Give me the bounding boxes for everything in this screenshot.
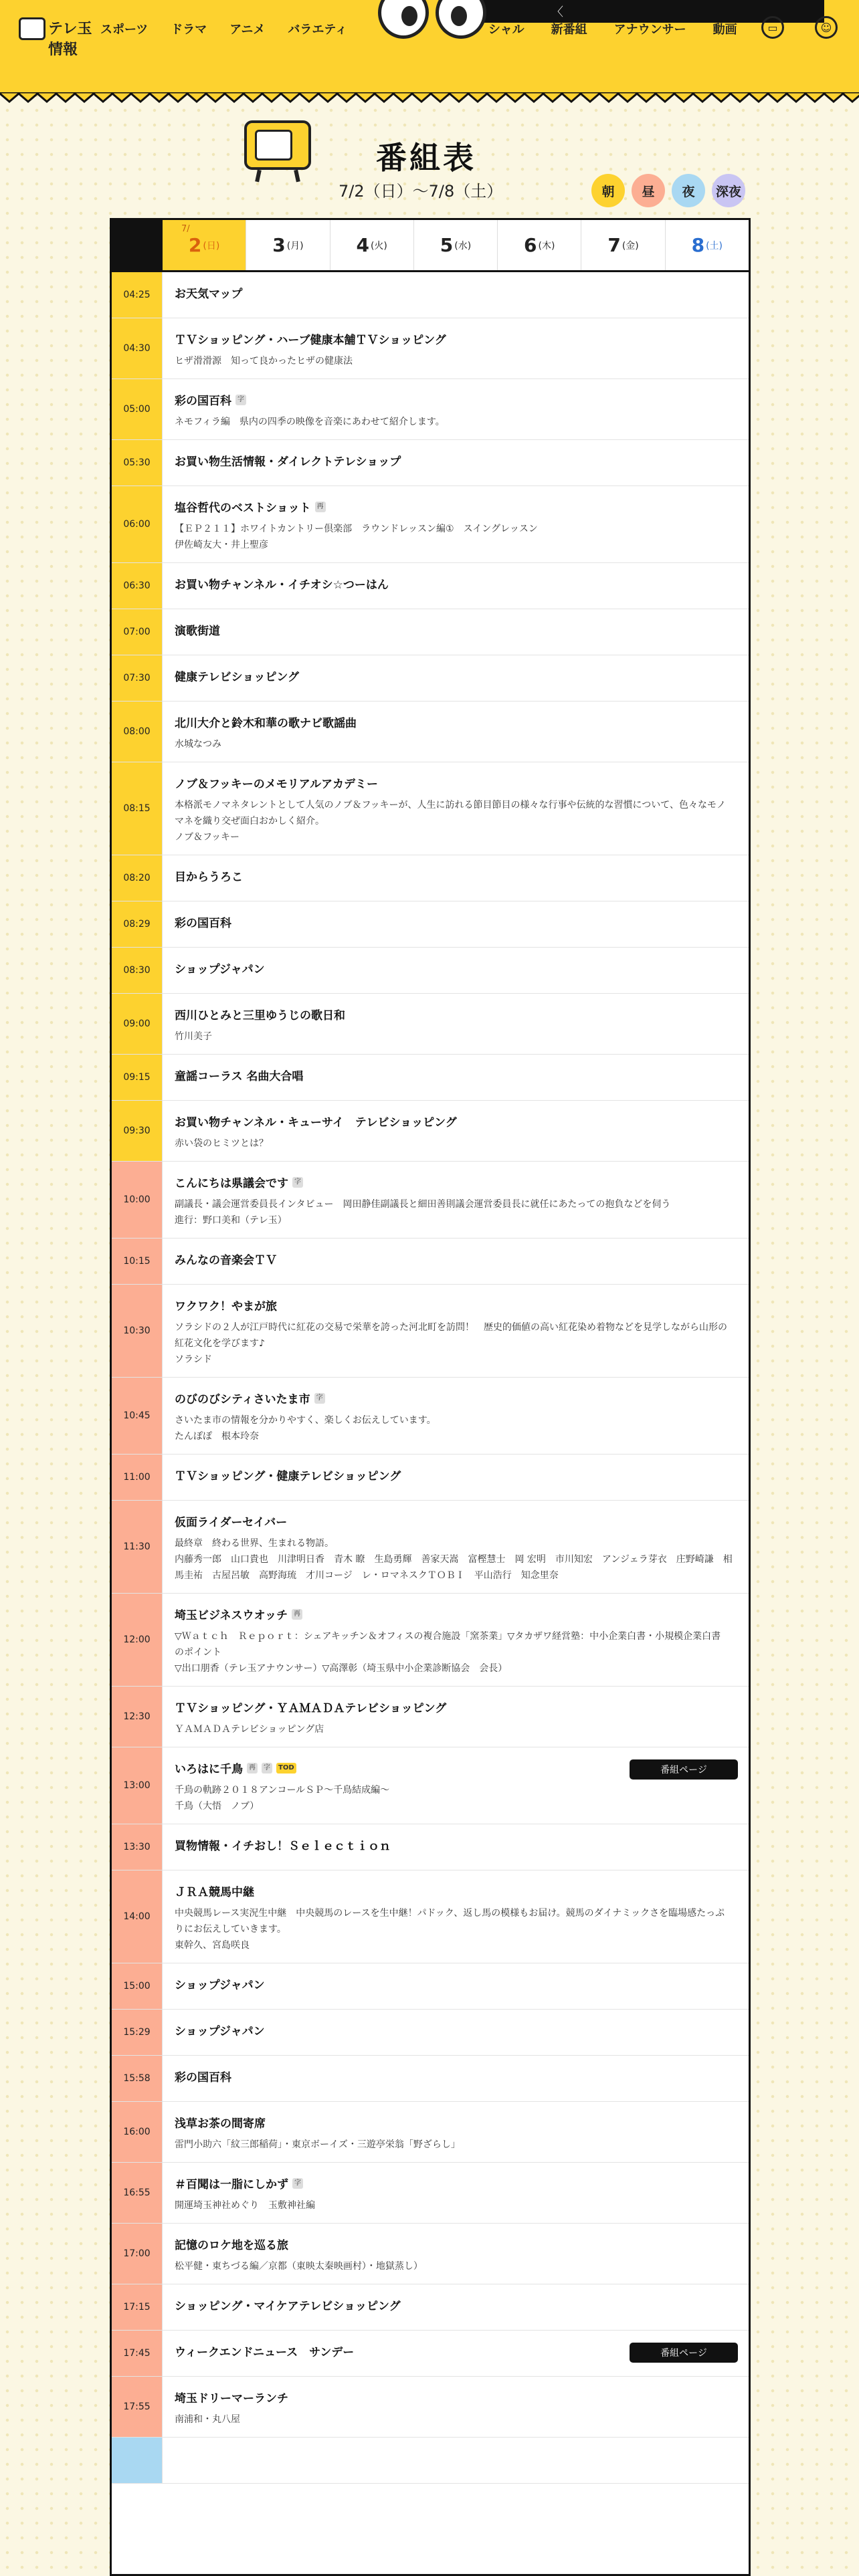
- program-title-line: [175, 453, 737, 471]
- program-row[interactable]: [112, 762, 749, 855]
- program-info: [163, 2438, 749, 2483]
- program-row[interactable]: [112, 2102, 749, 2163]
- nav-item-announcer[interactable]: アナウンサー: [613, 23, 686, 37]
- time-late-night-button[interactable]: 深夜: [712, 174, 745, 207]
- day-tab[interactable]: [414, 220, 498, 270]
- program-time: 16:00: [112, 2102, 163, 2162]
- program-cast: ノブ＆フッキー: [175, 832, 240, 843]
- program-title-line: [175, 2298, 737, 2315]
- program-title[interactable]: 記憶のロケ地を巡る旅: [175, 2239, 288, 2252]
- nav-item-special[interactable]: シャル: [488, 23, 524, 37]
- program-time: 09:15: [112, 1055, 163, 1100]
- program-title[interactable]: ＃百聞は一脂にしかず: [175, 2178, 288, 2191]
- program-cast: 水城なつみ: [175, 739, 221, 750]
- program-time: 08:15: [112, 762, 163, 855]
- program-info: [163, 1687, 749, 1747]
- secondary-nav: [488, 20, 764, 37]
- program-badge: 字: [292, 1177, 303, 1188]
- program-row[interactable]: [112, 563, 749, 609]
- logo-text: テレ玉情報: [48, 21, 92, 58]
- program-row[interactable]: [112, 1055, 749, 1101]
- time-day-button[interactable]: 昼: [632, 174, 665, 207]
- nav-item-drama[interactable]: ドラマ: [171, 23, 207, 37]
- program-title[interactable]: 埼玉ビジネスウオッチ: [175, 1609, 288, 1622]
- program-badge: 字: [314, 1393, 325, 1404]
- program-time: 13:30: [112, 1824, 163, 1870]
- day-tab[interactable]: [666, 220, 749, 270]
- black-bar-text[interactable]: 〈: [551, 5, 563, 19]
- day-tab[interactable]: [498, 220, 581, 270]
- program-row[interactable]: [112, 1870, 749, 1963]
- program-time: 12:30: [112, 1687, 163, 1747]
- program-row[interactable]: [112, 2010, 749, 2056]
- program-time: 15:58: [112, 2056, 163, 2101]
- program-row[interactable]: [112, 486, 749, 563]
- site-logo[interactable]: [19, 12, 92, 58]
- program-time: 07:00: [112, 609, 163, 655]
- program-row[interactable]: [112, 1687, 749, 1747]
- program-time: 08:20: [112, 855, 163, 901]
- program-time: 09:30: [112, 1101, 163, 1161]
- day-weekday: (土): [706, 240, 723, 251]
- program-title[interactable]: お天気マップ: [175, 288, 243, 301]
- day-tab[interactable]: [246, 220, 330, 270]
- program-time: 11:30: [112, 1501, 163, 1593]
- program-info: [163, 1747, 749, 1824]
- program-info: [163, 1455, 749, 1500]
- main-nav: [100, 20, 370, 40]
- header-zigzag-divider: [0, 92, 859, 104]
- program-row[interactable]: [112, 1101, 749, 1162]
- program-time: 08:00: [112, 702, 163, 762]
- program-time: 10:00: [112, 1162, 163, 1238]
- program-row[interactable]: [112, 609, 749, 655]
- day-number: 3: [272, 234, 286, 256]
- program-description: 雷門小助六「紋三郎稲荷」・東京ボーイズ・三遊亭栄翁「野ざらし」: [175, 2139, 460, 2150]
- program-description: ヒザ滑滑源 知って良かったヒザの健康法: [175, 356, 353, 366]
- program-time: 08:30: [112, 948, 163, 993]
- program-info: [163, 1963, 749, 2009]
- program-time: 16:55: [112, 2163, 163, 2223]
- page-title: 番組表: [376, 140, 476, 176]
- program-description: ＹＡＭＡＤＡテレビショッピング店: [175, 1724, 324, 1735]
- program-row[interactable]: [112, 655, 749, 702]
- program-title-line: [175, 393, 737, 410]
- program-title[interactable]: 浅草お茶の間寄席: [175, 2117, 266, 2131]
- program-row[interactable]: [112, 855, 749, 901]
- program-title[interactable]: 彩の国百科: [175, 2071, 231, 2084]
- program-row[interactable]: [112, 1747, 749, 1824]
- program-description: ▽Ｗａｔｃｈ Ｒｅｐｏｒｔ：シェアキッチン＆オフィスの複合施設「窯茶業」▽タカザワ経営塾：中小企業白書・小規模企業白書のポイント: [175, 1631, 721, 1658]
- program-info: [163, 2102, 749, 2162]
- program-title-line: [175, 2069, 737, 2086]
- program-title-line: [175, 2176, 737, 2193]
- program-row[interactable]: [112, 994, 749, 1055]
- program-row[interactable]: [112, 2438, 749, 2484]
- program-time: 13:00: [112, 1747, 163, 1824]
- program-cast: たんぽぽ 根本玲奈: [175, 1431, 259, 1442]
- program-title-line: [175, 669, 737, 686]
- program-title-line: [175, 2237, 737, 2254]
- program-cast: 千鳥（大悟 ノブ）: [175, 1801, 260, 1812]
- program-info: [163, 1055, 749, 1100]
- day-number: 5: [440, 234, 454, 256]
- program-info: [163, 1378, 749, 1454]
- program-time: 05:30: [112, 440, 163, 486]
- day-number: 7: [607, 234, 621, 256]
- day-number: 2: [188, 234, 202, 256]
- nav-item-variety[interactable]: バラエティ: [288, 23, 347, 37]
- day-tab[interactable]: [330, 220, 414, 270]
- program-time: 06:30: [112, 563, 163, 609]
- program-description: ソラシドの２人が江戸時代に紅花の交易で栄華を誇った河北町を訪問！ 歴史的価値の高い紅花染め着物などを見学しながら山形の紅花文化を学びます♪: [175, 1322, 727, 1349]
- day-tab[interactable]: [581, 220, 665, 270]
- day-weekday: (火): [370, 240, 387, 251]
- day-tabs: [112, 220, 749, 272]
- program-title-line: [175, 576, 737, 594]
- program-time: 15:00: [112, 1963, 163, 2009]
- program-time: 14:00: [112, 1870, 163, 1963]
- nav-item-new[interactable]: 新番組: [551, 23, 587, 37]
- program-title[interactable]: 塩谷哲代のベストショット: [175, 502, 311, 515]
- program-time: 09:00: [112, 994, 163, 1054]
- program-row[interactable]: [112, 272, 749, 318]
- program-title[interactable]: お買い物チャンネル・キューサイ テレビショッピング: [175, 1116, 457, 1130]
- program-description: 【ＥＰ２１１】ホワイトカントリー倶楽部 ラウンドレッスン編① スイングレッスン: [175, 524, 538, 534]
- program-info: [163, 702, 749, 762]
- program-cast: ▽出口朋香（テレ玉アナウンサー）▽高澤彰（埼玉県中小企業診断協会 会長）: [175, 1663, 508, 1674]
- program-info: [163, 2284, 749, 2330]
- program-time: 12:00: [112, 1594, 163, 1686]
- program-info: [163, 855, 749, 901]
- tv-illustration-icon: [237, 115, 318, 182]
- day-weekday: (水): [454, 240, 472, 251]
- program-row[interactable]: [112, 2377, 749, 2438]
- program-title-line: [175, 1252, 737, 1269]
- program-row[interactable]: [112, 2056, 749, 2102]
- program-title[interactable]: ショッピング・マイケアテレビショッピング: [175, 2300, 401, 2313]
- program-badge: TOD: [276, 1763, 296, 1774]
- program-cast: 内藤秀一郎 山口貴也 川津明日香 青木 瞭 生島勇輝 善家天嵩 富樫慧士 岡 宏明 市川知宏 アンジェラ芽衣 庄野崎謙 相馬圭祐 古屋呂敏 高野海琉 才川コージ レ・ロマネスクＴＯＢＩ 平山浩行 知念里奈: [175, 1554, 733, 1581]
- program-description: さいたま市の情報を分かりやすく、楽しくお伝えしています。: [175, 1415, 436, 1426]
- program-row[interactable]: [112, 702, 749, 762]
- program-row[interactable]: [112, 2163, 749, 2224]
- program-title-line: [175, 623, 737, 640]
- program-page-button[interactable]: 番組ページ: [630, 2343, 738, 2363]
- program-row[interactable]: [112, 2284, 749, 2331]
- program-title[interactable]: ＪＲＡ競馬中継: [175, 1886, 254, 1899]
- program-title-line: [175, 776, 737, 793]
- program-info: [163, 486, 749, 562]
- program-info: [163, 948, 749, 993]
- left-eye-icon: [378, 0, 429, 39]
- program-info: [163, 1162, 749, 1238]
- program-info: [163, 1824, 749, 1870]
- program-title-line: [175, 1514, 737, 1531]
- program-title[interactable]: 彩の国百科: [175, 917, 231, 930]
- program-info: [163, 2331, 749, 2376]
- program-title-line: [175, 915, 737, 932]
- day-weekday: (日): [203, 240, 220, 251]
- day-weekday: (月): [286, 240, 304, 251]
- program-title[interactable]: 童謡コーラス 名曲大合唱: [175, 1070, 304, 1083]
- program-description: 副議長・議会運営委員長インタビュー 岡田静佳副議長と細田善則議会運営委員長に就任にあたっての抱負などを伺う: [175, 1199, 671, 1210]
- program-title[interactable]: 北川大介と鈴木和華の歌ナビ歌謡曲: [175, 717, 357, 730]
- program-title-line: [175, 1007, 737, 1025]
- program-description: 開運埼玉神社めぐり 玉敷神社編: [175, 2200, 315, 2211]
- program-list: [112, 272, 749, 2484]
- program-time: 17:15: [112, 2284, 163, 2330]
- nav-item-anime[interactable]: アニメ: [229, 23, 266, 37]
- program-title-line: [175, 2390, 737, 2407]
- program-title-line: [175, 961, 737, 978]
- program-row[interactable]: [112, 1239, 749, 1285]
- program-title[interactable]: みんなの音楽会ＴＶ: [175, 1254, 277, 1267]
- program-row[interactable]: [112, 379, 749, 440]
- program-info: [163, 563, 749, 609]
- program-title-line: [175, 2115, 737, 2133]
- program-badge: 再: [247, 1763, 258, 1774]
- program-row[interactable]: [112, 1501, 749, 1594]
- program-time: 05:00: [112, 379, 163, 439]
- day-number: 4: [356, 234, 369, 256]
- site-header: [0, 0, 859, 94]
- program-time: 15:29: [112, 2010, 163, 2055]
- program-title-line: [175, 1977, 737, 1994]
- program-title-line: [175, 332, 737, 349]
- program-info: [163, 318, 749, 379]
- tv-icon[interactable]: ▭: [761, 16, 784, 39]
- program-cast: 東幹久、宮島咲良: [175, 1940, 250, 1951]
- day-tab[interactable]: [163, 220, 246, 270]
- program-info: [163, 1870, 749, 1963]
- program-cast: 伊佐崎友大・井上聖彦: [175, 540, 268, 550]
- program-description: 松平健・東ちづる編／京都（東映太秦映画村）・地獄蒸し）: [175, 2261, 423, 2272]
- program-title[interactable]: ショップジャパン: [175, 1979, 265, 1992]
- program-row[interactable]: [112, 440, 749, 486]
- program-title-line: [175, 869, 737, 886]
- program-title-line: [175, 286, 737, 303]
- program-cast: ソラシド: [175, 1354, 212, 1365]
- program-time: 10:30: [112, 1285, 163, 1377]
- program-title[interactable]: のびのびシティさいたま市: [175, 1393, 310, 1406]
- program-title-line: [175, 1068, 737, 1085]
- program-row[interactable]: [112, 1594, 749, 1687]
- program-badge: 字: [235, 395, 246, 405]
- program-info: [163, 2377, 749, 2437]
- time-night-button[interactable]: 夜: [672, 174, 705, 207]
- program-badge: 字: [262, 1763, 272, 1774]
- program-info: [163, 1101, 749, 1161]
- day-number: 6: [524, 234, 537, 256]
- program-title-line: [175, 1838, 737, 1855]
- program-time: 17:00: [112, 2224, 163, 2284]
- program-info: [163, 901, 749, 947]
- program-row[interactable]: [112, 1824, 749, 1870]
- program-title[interactable]: 埼玉ドリーマーランチ: [175, 2392, 288, 2405]
- program-row[interactable]: [112, 1963, 749, 2010]
- program-title[interactable]: こんにちは県議会です: [175, 1177, 288, 1190]
- schedule-table: [110, 218, 751, 2576]
- mascot-eyes-icon: [378, 0, 492, 40]
- program-row[interactable]: [112, 2331, 749, 2377]
- program-info: [163, 1501, 749, 1593]
- program-info: [163, 272, 749, 318]
- program-title[interactable]: ＴＶショッピング・健康テレビショッピング: [175, 1470, 401, 1483]
- program-time: 17:55: [112, 2377, 163, 2437]
- program-info: [163, 2224, 749, 2284]
- program-description: 本格派モノマネタレントとして人気のノブ＆フッキーが、人生に訪れる節目節目の様々な行事や伝統的な習慣について、色々なモノマネを織り交ぜ面白おかしく紹介。: [175, 800, 726, 827]
- program-time: 10:15: [112, 1239, 163, 1284]
- nav-item-sports[interactable]: スポーツ: [100, 23, 149, 37]
- program-time: 04:25: [112, 272, 163, 318]
- program-row[interactable]: [112, 2224, 749, 2284]
- program-row[interactable]: [112, 318, 749, 379]
- program-badge: 再: [292, 1609, 302, 1620]
- program-info: [163, 379, 749, 439]
- program-title[interactable]: ショップジャパン: [175, 2025, 265, 2038]
- program-description: 中央競馬レース実況生中継 中央競馬のレースを生中継！パドック、返し馬の模様もお届け。競馬のダイナミックさを臨場感たっぷりにお伝えしていきます。: [175, 1908, 725, 1935]
- table-corner: [112, 220, 163, 270]
- program-title[interactable]: 健康テレビショッピング: [175, 671, 299, 684]
- program-info: [163, 2010, 749, 2055]
- program-info: [163, 609, 749, 655]
- right-eye-icon: [436, 0, 486, 39]
- program-cast: 進行：野口美和（テレ玉）: [175, 1215, 287, 1226]
- program-info: [163, 1285, 749, 1377]
- program-info: [163, 655, 749, 701]
- program-title-line: [175, 500, 737, 517]
- program-time: 07:30: [112, 655, 163, 701]
- program-row[interactable]: [112, 1162, 749, 1239]
- program-title-line: [175, 1114, 737, 1132]
- nav-item-video[interactable]: 動画: [712, 23, 737, 37]
- program-title[interactable]: ウィークエンドニュース サンデー: [175, 2346, 355, 2359]
- program-title-line: [175, 1884, 737, 1901]
- program-badge: 再: [315, 502, 326, 512]
- program-title-line: [175, 1298, 737, 1315]
- program-title[interactable]: 目からうろこ: [175, 871, 243, 884]
- program-time: 10:45: [112, 1378, 163, 1454]
- program-time: 17:45: [112, 2331, 163, 2376]
- program-row[interactable]: [112, 901, 749, 948]
- program-description: 赤い袋のヒミツとは？: [175, 1138, 268, 1149]
- program-time: [112, 2438, 163, 2483]
- time-morning-button[interactable]: 朝: [591, 174, 625, 207]
- program-title-line: [175, 2023, 737, 2040]
- program-time: 04:30: [112, 318, 163, 379]
- program-description: 千鳥の軌跡２０１８アンコールＳＰ〜千鳥結成編〜: [175, 1785, 390, 1796]
- program-title[interactable]: いろはに千鳥: [175, 1763, 243, 1776]
- program-title[interactable]: 彩の国百科: [175, 395, 231, 408]
- program-title-line: [175, 1607, 737, 1624]
- program-title-line: [175, 1468, 737, 1485]
- program-info: [163, 1239, 749, 1284]
- program-title[interactable]: ＴＶショッピング・ハーブ健康本舗ＴＶショッピング: [175, 334, 446, 347]
- program-title[interactable]: ＴＶショッピング・ＹＡＭＡＤＡテレビショッピング: [175, 1702, 447, 1715]
- date-range: 7/2（日）〜7/8（土）: [339, 182, 503, 201]
- program-row[interactable]: [112, 948, 749, 994]
- program-title[interactable]: ショップジャパン: [175, 963, 265, 976]
- program-description: ネモフィラ編 県内の四季の映像を音楽にあわせて紹介します。: [175, 417, 445, 427]
- program-title[interactable]: お買い物チャンネル・イチオシ☆つーはん: [175, 578, 389, 592]
- program-title[interactable]: お買い物生活情報・ダイレクトテレショップ: [175, 455, 401, 469]
- program-info: [163, 2163, 749, 2223]
- program-title-line: [175, 1391, 737, 1408]
- program-info: [163, 1594, 749, 1686]
- program-title-line: [175, 715, 737, 732]
- tv-logo-icon: [19, 17, 45, 40]
- program-title-line: [175, 1175, 737, 1192]
- program-time: 11:00: [112, 1455, 163, 1500]
- day-weekday: (木): [538, 240, 555, 251]
- program-title-line: [175, 1700, 737, 1717]
- program-title[interactable]: 買物情報・イチおし！Ｓｅｌｅｃｔｉｏｎ: [175, 1840, 391, 1853]
- program-row[interactable]: [112, 1455, 749, 1501]
- program-badge: 字: [292, 2178, 303, 2189]
- program-title[interactable]: 西川ひとみと三里ゆうじの歌日和: [175, 1009, 345, 1023]
- program-title[interactable]: 仮面ライダーセイバー: [175, 1516, 288, 1529]
- program-page-button[interactable]: 番組ページ: [630, 1759, 738, 1780]
- program-row[interactable]: [112, 1285, 749, 1378]
- program-description: 南浦和・丸八屋: [175, 2414, 240, 2425]
- program-row[interactable]: [112, 1378, 749, 1455]
- day-weekday: (金): [622, 240, 639, 251]
- mascot-icon[interactable]: ☺: [815, 16, 838, 39]
- day-month: 7/: [181, 224, 190, 234]
- program-time: 06:00: [112, 486, 163, 562]
- program-title[interactable]: ワクワク！やまが旅: [175, 1300, 277, 1313]
- program-info: [163, 994, 749, 1054]
- program-time: 08:29: [112, 901, 163, 947]
- program-title[interactable]: 演歌街道: [175, 625, 220, 638]
- day-number: 8: [691, 234, 705, 256]
- program-title[interactable]: ノブ＆フッキーのメモリアルアカデミー: [175, 778, 378, 791]
- program-cast: 竹川美子: [175, 1031, 212, 1042]
- program-info: [163, 2056, 749, 2101]
- program-info: [163, 440, 749, 486]
- program-info: [163, 762, 749, 855]
- program-description: 最終章 終わる世界、生まれる物語。: [175, 1538, 334, 1549]
